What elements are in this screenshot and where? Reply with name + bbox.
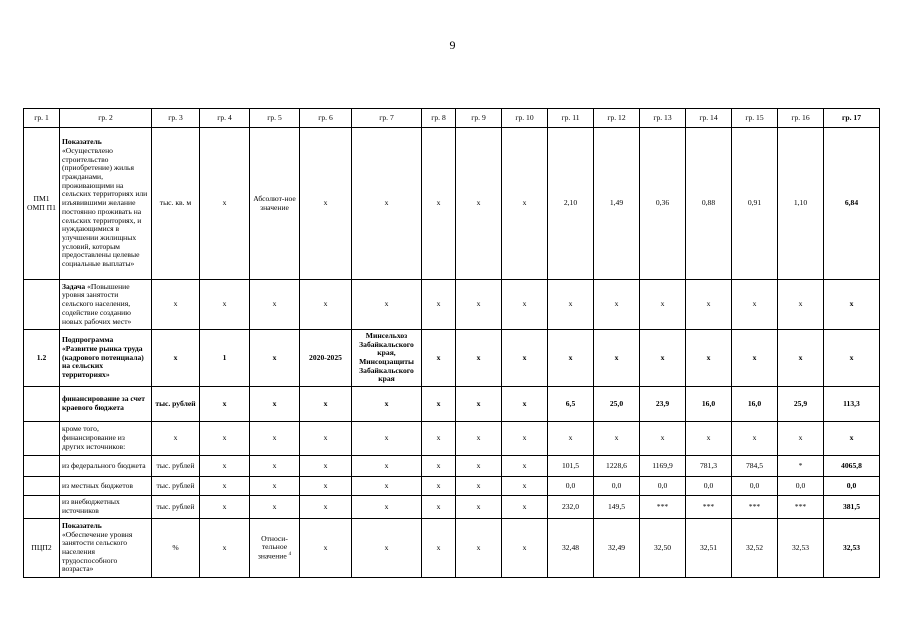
row-title-text: «Осуществлено строительство (приобретение) жилья гражданами, проживающими на сельских территориях или изъявившими желание постоянно проживать на сельских территориях, и нуждающимися в улучшении жилищных условий, которым предоставлены целевые социальные выплаты»	[62, 145, 148, 269]
table-cell: х	[456, 519, 502, 578]
table-cell-total: х	[824, 280, 880, 330]
table-cell: 1	[200, 330, 250, 387]
table-cell: 0,0	[686, 477, 732, 496]
table-cell: х	[422, 496, 456, 519]
table-cell: х	[250, 387, 300, 422]
row-title: из внебюджетных источников	[60, 496, 152, 519]
table-cell: 16,0	[686, 387, 732, 422]
table-cell: 32,49	[594, 519, 640, 578]
table-cell: 0,36	[640, 128, 686, 280]
table-cell: х	[300, 519, 352, 578]
table-cell: х	[250, 280, 300, 330]
table-cell: х	[422, 519, 456, 578]
row-title: Подпрограмма «Развитие рынка труда (кадрового потенциала) на сельских территориях»	[60, 330, 152, 387]
table-cell: тыс. кв. м	[152, 128, 200, 280]
table-cell: х	[200, 387, 250, 422]
table-cell: 25,0	[594, 387, 640, 422]
header-cell: гр. 8	[422, 109, 456, 128]
table-cell-total: 113,3	[824, 387, 880, 422]
header-cell: гр. 14	[686, 109, 732, 128]
table-cell: х	[778, 280, 824, 330]
table-cell: х	[200, 477, 250, 496]
table-cell: х	[352, 496, 422, 519]
table-cell: х	[456, 477, 502, 496]
page-number: 9	[449, 38, 456, 52]
table-cell: тыс. рублей	[152, 496, 200, 519]
row-title	[60, 519, 152, 578]
table-cell: х	[200, 456, 250, 477]
table-cell: х	[548, 330, 594, 387]
table-cell: х	[422, 422, 456, 456]
table-cell: ***	[778, 496, 824, 519]
table-cell: 25,9	[778, 387, 824, 422]
table-row	[24, 519, 880, 578]
row-code: ПЦП2	[24, 519, 60, 578]
table-cell: х	[352, 519, 422, 578]
table-cell: 0,0	[778, 477, 824, 496]
header-cell: гр. 5	[250, 109, 300, 128]
table-cell: 32,53	[778, 519, 824, 578]
table-cell: х	[502, 330, 548, 387]
row-title: из местных бюджетов	[60, 477, 152, 496]
table-cell: х	[200, 128, 250, 280]
table-row	[24, 496, 880, 519]
table-row	[24, 330, 880, 387]
table-cell: х	[456, 422, 502, 456]
table-cell: х	[502, 477, 548, 496]
table-row	[24, 456, 880, 477]
row-code: ПМ1 ОМП П1	[24, 128, 60, 280]
table-cell: х	[300, 387, 352, 422]
table-cell: х	[200, 496, 250, 519]
table-cell: тыс. рублей	[152, 477, 200, 496]
footnote-mark: 4	[288, 552, 292, 558]
table-cell: тыс. рублей	[152, 456, 200, 477]
header-cell: гр. 1	[24, 109, 60, 128]
row-title	[60, 128, 152, 280]
row-title: кроме того, финансирование из других источников:	[60, 422, 152, 456]
table-cell: 32,52	[732, 519, 778, 578]
indicators-table	[23, 108, 880, 578]
table-cell: х	[732, 422, 778, 456]
table-cell: ***	[686, 496, 732, 519]
table-cell-text: Относи-тельное значение	[257, 533, 288, 561]
table-cell: х	[300, 128, 352, 280]
row-code: 1.2	[24, 330, 60, 387]
table-cell: х	[686, 330, 732, 387]
header-cell: гр. 13	[640, 109, 686, 128]
table-cell-total: х	[824, 330, 880, 387]
table-cell: х	[352, 422, 422, 456]
header-cell: гр. 3	[152, 109, 200, 128]
row-title	[60, 280, 152, 330]
table-cell: х	[502, 422, 548, 456]
table-cell: х	[300, 422, 352, 456]
table-row	[24, 422, 880, 456]
header-cell: гр. 7	[352, 109, 422, 128]
table-cell: х	[456, 387, 502, 422]
table-cell: х	[250, 477, 300, 496]
table-cell: х	[300, 496, 352, 519]
table-cell: х	[732, 330, 778, 387]
table-cell-total: 32,53	[824, 519, 880, 578]
table-row	[24, 128, 880, 280]
table-cell: 232,0	[548, 496, 594, 519]
table-cell: х	[640, 422, 686, 456]
table-cell: х	[548, 280, 594, 330]
table-cell: х	[250, 456, 300, 477]
table-cell: х	[686, 422, 732, 456]
table-cell: х	[594, 422, 640, 456]
table-cell: 1,10	[778, 128, 824, 280]
table-cell: 0,0	[640, 477, 686, 496]
table-cell: *	[778, 456, 824, 477]
table-cell: 2,10	[548, 128, 594, 280]
table-cell: х	[594, 280, 640, 330]
row-code	[24, 477, 60, 496]
table-cell: х	[152, 280, 200, 330]
row-code	[24, 496, 60, 519]
table-cell: 32,50	[640, 519, 686, 578]
table-cell: 16,0	[732, 387, 778, 422]
table-cell: Абсолют-ное значение	[250, 128, 300, 280]
table-cell: х	[456, 280, 502, 330]
header-cell: гр. 17	[824, 109, 880, 128]
table-cell: х	[422, 456, 456, 477]
table-row	[24, 477, 880, 496]
table-cell: х	[200, 422, 250, 456]
table-cell: 2020-2025	[300, 330, 352, 387]
table-cell: 1169,9	[640, 456, 686, 477]
table-cell: х	[152, 330, 200, 387]
table-row	[24, 280, 880, 330]
header-cell: гр. 16	[778, 109, 824, 128]
table-cell: Минсельхоз Забайкальского края, Минсоцзащиты Забайкальского края	[352, 330, 422, 387]
table-cell: 0,88	[686, 128, 732, 280]
table-cell: х	[200, 519, 250, 578]
table-cell: х	[778, 330, 824, 387]
table-cell: х	[456, 496, 502, 519]
table-cell: 0,0	[548, 477, 594, 496]
row-title-bold: Показатель	[62, 520, 102, 530]
table-cell: х	[300, 456, 352, 477]
table-cell: х	[352, 128, 422, 280]
table-cell: х	[778, 422, 824, 456]
table-cell: х	[502, 456, 548, 477]
table-cell: х	[640, 330, 686, 387]
table-cell-total: 6,84	[824, 128, 880, 280]
table-cell: х	[502, 387, 548, 422]
table-cell-total: х	[824, 422, 880, 456]
table-cell: 0,91	[732, 128, 778, 280]
row-title-text: «Обеспечение уровня занятости сельского населения трудоспособного возраста»	[62, 529, 133, 574]
table-cell: х	[422, 387, 456, 422]
table-cell: х	[732, 280, 778, 330]
table-cell: 23,9	[640, 387, 686, 422]
table-cell: тыс. рублей	[152, 387, 200, 422]
table-cell: х	[422, 330, 456, 387]
table-cell: ***	[732, 496, 778, 519]
table-cell: х	[456, 456, 502, 477]
table-cell-total: 4065,8	[824, 456, 880, 477]
table-row	[24, 387, 880, 422]
row-title-bold: Задача	[62, 281, 86, 291]
table-cell: х	[502, 519, 548, 578]
table-cell: х	[594, 330, 640, 387]
table-cell: 32,51	[686, 519, 732, 578]
header-cell: гр. 4	[200, 109, 250, 128]
table-cell: х	[300, 280, 352, 330]
row-code	[24, 387, 60, 422]
table-cell: 6,5	[548, 387, 594, 422]
table-cell: х	[422, 128, 456, 280]
table-cell: х	[456, 128, 502, 280]
table-cell: х	[352, 477, 422, 496]
row-code	[24, 456, 60, 477]
row-title: финансирование за счет краевого бюджета	[60, 387, 152, 422]
row-title-bold: Показатель	[62, 137, 102, 147]
table-cell: х	[352, 456, 422, 477]
row-code	[24, 422, 60, 456]
table-cell: х	[422, 477, 456, 496]
table-cell: х	[250, 422, 300, 456]
table-header-row	[24, 109, 880, 128]
table-cell: х	[152, 422, 200, 456]
table-cell: 101,5	[548, 456, 594, 477]
table-cell: х	[640, 280, 686, 330]
table-cell: 0,0	[732, 477, 778, 496]
table-cell-total: 0,0	[824, 477, 880, 496]
header-cell: гр. 2	[60, 109, 152, 128]
table-cell: х	[502, 128, 548, 280]
table-cell: х	[502, 496, 548, 519]
table-cell: 0,0	[594, 477, 640, 496]
table-cell: 784,5	[732, 456, 778, 477]
row-code	[24, 280, 60, 330]
header-cell: гр. 6	[300, 109, 352, 128]
table-cell: ***	[640, 496, 686, 519]
header-cell: гр. 9	[456, 109, 502, 128]
table-cell: 781,3	[686, 456, 732, 477]
table-cell: х	[686, 280, 732, 330]
table-cell: %	[152, 519, 200, 578]
table-cell: х	[250, 330, 300, 387]
table-cell: х	[456, 330, 502, 387]
table-cell: х	[548, 422, 594, 456]
header-cell: гр. 10	[502, 109, 548, 128]
row-title: из федерального бюджета	[60, 456, 152, 477]
table-cell: х	[502, 280, 548, 330]
table-cell-total: 381,5	[824, 496, 880, 519]
header-cell: гр. 11	[548, 109, 594, 128]
header-cell: гр. 15	[732, 109, 778, 128]
row-title-text: «Повышение уровня занятости сельского населения, содействие созданию новых рабочих мест»	[62, 281, 132, 326]
table-cell: х	[250, 496, 300, 519]
table-cell: х	[300, 477, 352, 496]
header-cell: гр. 12	[594, 109, 640, 128]
table-cell: 32,48	[548, 519, 594, 578]
table-cell: х	[352, 387, 422, 422]
table-cell: х	[352, 280, 422, 330]
table-cell: 149,5	[594, 496, 640, 519]
table-cell: х	[200, 280, 250, 330]
table-cell	[250, 519, 300, 578]
table-cell: 1228,6	[594, 456, 640, 477]
table-cell: 1,49	[594, 128, 640, 280]
table-cell: х	[422, 280, 456, 330]
